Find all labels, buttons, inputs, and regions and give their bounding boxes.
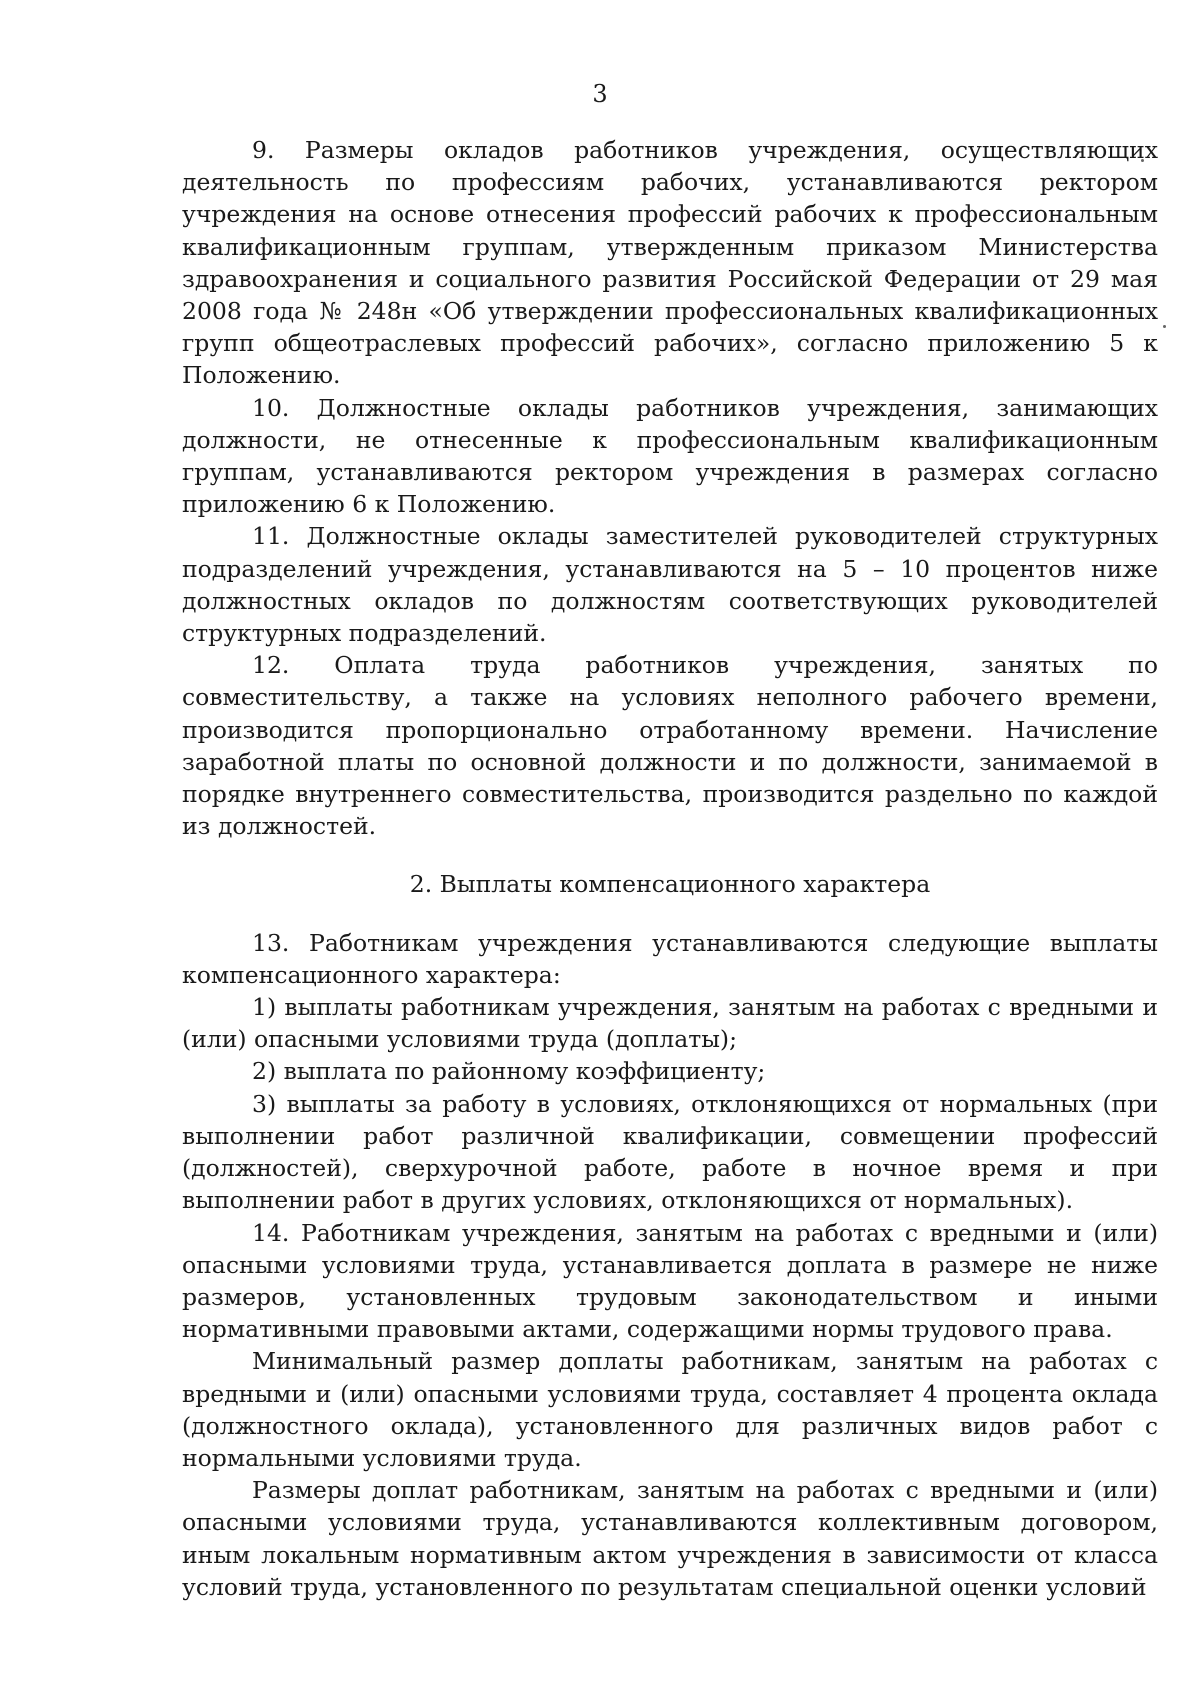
list-item-13-3: 3) выплаты за работу в условиях, отклоняющихся от нормальных (при выполнении работ различной квалификации, совмещении профессий (должностей), сверхурочной работе, работе в ночное время и при выполнении работ в других условиях, отклоняющихся от нормальных).	[182, 1089, 1158, 1215]
paragraph-14-sizes: Размеры доплат работникам, занятым на работах с вредными и (или) опасными условиями труда, устанавливаются коллективным договором, иным локальным нормативным актом учреждения в зависимости от класса условий труда, установленного по результатам специальной оценки условий	[182, 1476, 1158, 1601]
paragraph-9: 9. Размеры окладов работников учреждения, осуществляющих деятельность по профессиям рабочих, устанавливаются ректором учреждения на основе отнесения профессий рабочих к профессиональным квалификационным группам, утвержденным приказом Министерства здравоохранения и социального развития Российской Федерации от 29 мая 2008 года № 248н «Об утверждении профессиональных квалификационных групп общеотраслевых профессий рабочих», согласно приложению 5 к Положению.	[182, 136, 1158, 390]
section-heading: 2. Выплаты компенсационного характера	[409, 870, 931, 899]
paragraph-14-minimum: Минимальный размер доплаты работникам, занятым на работах с вредными и (или) опасными условиями труда, составляет 4 процента оклада (должностного оклада), установленного для различных видов работ с нормальными условиями труда.	[182, 1347, 1158, 1472]
document-body	[182, 134, 1158, 1603]
list-item-13-2: 2) выплата по районному коэффициенту;	[252, 1057, 766, 1086]
paragraph-12: 12. Оплата труда работников учреждения, занятых по совместительству, а также на условиях неполного рабочего времени, производится пропорционально отработанному времени. Начисление заработной платы по основной должности и по должности, занимаемой в порядке внутреннего совместительства, производится раздельно по каждой из должностей.	[182, 651, 1158, 841]
page-number: 3	[592, 80, 608, 108]
paragraph-11: 11. Должностные оклады заместителей руководителей структурных подразделений учреждения, устанавливаются на 5 – 10 процентов ниже должностных окладов по должностям соответствующих руководителей структурных подразделений.	[182, 522, 1158, 648]
scan-speck	[1163, 325, 1166, 328]
paragraph-13: 13. Работникам учреждения устанавливаются следующие выплаты компенсационного характера:	[182, 928, 1158, 989]
paragraph-10: 10. Должностные оклады работников учреждения, занимающих должности, не отнесенные к профессиональным квалификационным группам, устанавливаются ректором учреждения в размерах согласно приложению 6 к Положению.	[182, 393, 1158, 519]
list-item-13-1: 1) выплаты работникам учреждения, занятым на работах с вредными и (или) опасными условиями труда (доплаты);	[182, 993, 1158, 1054]
paragraph-14: 14. Работникам учреждения, занятым на работах с вредными и (или) опасными условиями труда, устанавливается доплата в размере не ниже размеров, установленных трудовым законодательством и иными нормативными правовыми актами, содержащими нормы трудового права.	[182, 1218, 1158, 1344]
